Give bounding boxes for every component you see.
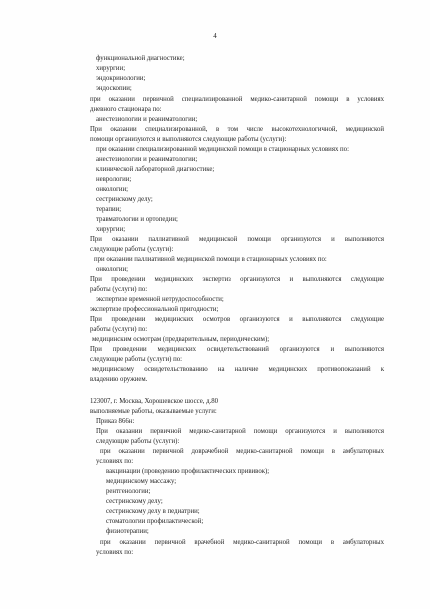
text-line: следующие работы (услуги) по: xyxy=(90,356,183,363)
text-line: клинической лабораторной диагностике; xyxy=(96,166,215,173)
text-line: следующие работы (услуги): xyxy=(96,438,180,445)
text-line: вакцинации (проведению профилактических прививок); xyxy=(106,468,270,475)
text-line: медицинскому освидетельствованию на наличие медицинских противопоказаний к xyxy=(92,366,384,373)
text-line: При проведении медицинских экспертиз организуются и выполняются следующие xyxy=(90,276,384,283)
text-line: сестринскому делу в педиатрии; xyxy=(106,508,200,515)
text-line: физиотерапии; xyxy=(106,528,149,535)
text-line: анестезиологии и реаниматологии; xyxy=(96,156,198,163)
text-line: неврологии; xyxy=(96,176,132,183)
text-line: При оказании специализированной, в том числе высокотехнологичной, медицинской xyxy=(90,126,384,133)
text-line: рентгенологии; xyxy=(106,488,151,495)
text-line: При проведении медицинских освидетельствований организуются и выполняются xyxy=(90,346,384,353)
text-line: при оказании специализированной медицинской помощи в стационарных условиях по: xyxy=(96,146,349,153)
text-line: При проведении медицинских осмотров организуются и выполняются следующие xyxy=(90,316,384,323)
order-reference: Приказ 866н: xyxy=(96,418,135,425)
text-line: онкологии; xyxy=(96,186,129,193)
text-line: При оказании первичной медико-санитарной помощи организуются и выполняются xyxy=(96,428,384,435)
text-line: анестезиологии и реаниматологии; xyxy=(96,116,198,123)
text-line: сестринскому делу; xyxy=(96,196,153,203)
text-line: функциональной диагностике; xyxy=(96,55,185,62)
text-line: При оказании паллиативной медицинской помощи организуются и выполняются xyxy=(90,236,384,243)
text-line: выполняемые работы, оказываемые услуги: xyxy=(90,408,217,415)
text-line: условиях по: xyxy=(96,458,134,465)
text-line: экспертизе профессиональной пригодности; xyxy=(90,306,219,313)
text-line: при оказании паллиативной медицинской помощи в стационарных условиях по: xyxy=(94,256,327,263)
text-line: помощи организуются и выполняются следующие работы (услуги): xyxy=(90,136,287,143)
text-line: стоматологии профилактической; xyxy=(106,518,204,525)
text-line: экспертизе временной нетрудоспособности; xyxy=(96,296,224,303)
text-line: дневного стационара по: xyxy=(90,106,162,113)
address-line: 123007, г. Москва, Хорошевское шоссе, д.80 xyxy=(90,398,219,405)
text-line: онкологии; xyxy=(96,266,129,273)
text-line: сестринскому делу; xyxy=(106,498,163,505)
text-line: при оказании первичной врачебной медико-санитарной помощи в амбулаторных xyxy=(100,539,384,546)
text-line: следующие работы (услуги): xyxy=(90,246,174,253)
text-line: хирургии; xyxy=(96,226,126,233)
text-line: хирургии; xyxy=(96,65,126,72)
text-line: работы (услуги) по: xyxy=(90,286,148,293)
text-line: при оказании первичной доврачебной медико-санитарной помощи в амбулаторных xyxy=(100,448,384,455)
text-line: работы (услуги) по: xyxy=(90,326,148,333)
page-number: 4 xyxy=(213,32,217,40)
text-line: медицинскому массажу; xyxy=(106,478,177,485)
text-line: при оказании первичной специализированной медико-санитарной помощи в условиях xyxy=(90,96,384,103)
text-line: эндокринологии; xyxy=(96,75,146,82)
text-line: травматологии и ортопедии; xyxy=(96,216,178,223)
text-line: эндоскопии; xyxy=(96,85,132,92)
text-line: владению оружием. xyxy=(90,376,148,383)
text-line: медицинским осмотрам (предварительным, периодическим); xyxy=(92,336,270,343)
text-line: терапии; xyxy=(96,206,122,213)
text-line: условиях по: xyxy=(96,549,134,556)
